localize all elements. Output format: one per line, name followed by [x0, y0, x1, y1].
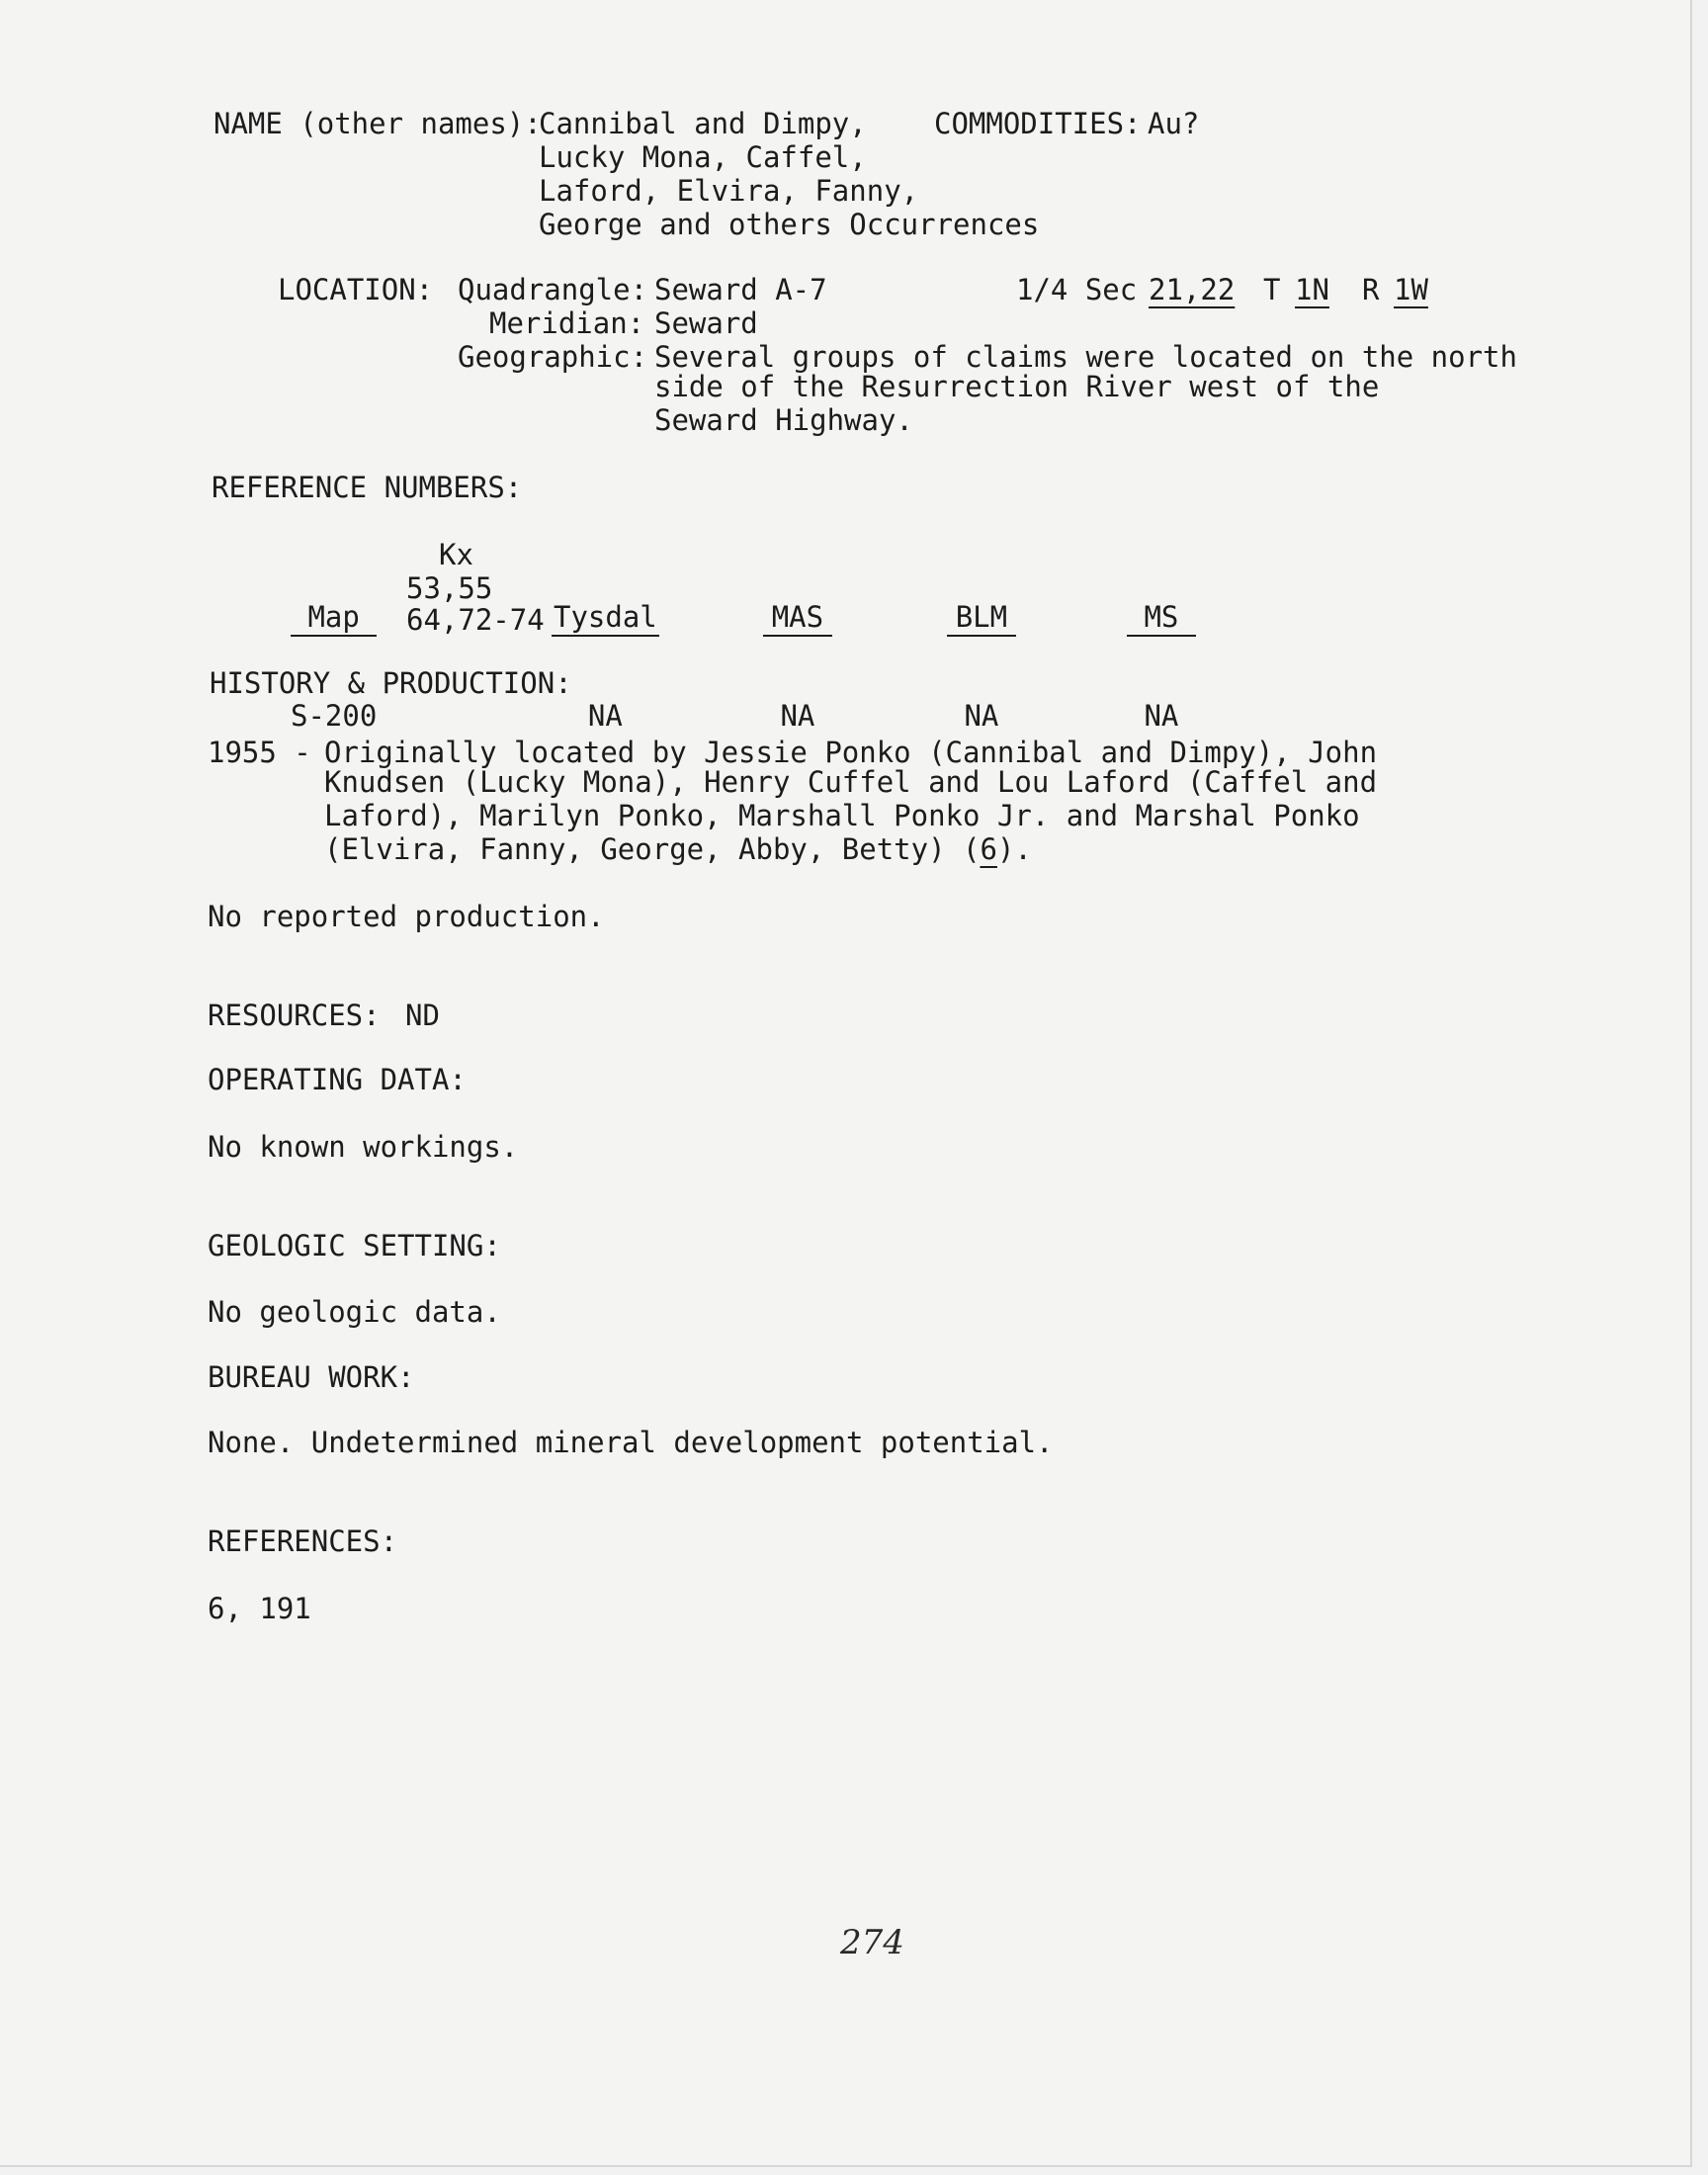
ref-tysdal-header: Tysdal: [552, 601, 659, 637]
name-label: NAME (other names):: [214, 107, 542, 140]
ref-kx-value-1: 53,55: [406, 571, 493, 605]
history-ref-citation: 6: [980, 832, 997, 866]
ref-mas-value: NA: [780, 699, 815, 733]
section-label: 1/4 Sec: [1016, 273, 1138, 306]
history-line-3: Laford), Marilyn Ponko, Marshall Ponko Jr. and Marshal Ponko: [324, 799, 1360, 832]
geologic-setting-label: GEOLOGIC SETTING:: [208, 1229, 501, 1262]
reference-numbers-label: REFERENCE NUMBERS:: [212, 471, 523, 504]
geographic-label: Geographic:: [458, 340, 648, 374]
ref-map-header: Map: [291, 601, 377, 637]
ref-kx-value-2: 64,72-74: [406, 603, 545, 637]
production-text: No reported production.: [208, 900, 605, 933]
ref-ms-header: MS: [1127, 601, 1196, 637]
operating-data-text: No known workings.: [208, 1130, 519, 1164]
history-line-1: Originally located by Jessie Ponko (Cannibal and Dimpy), John: [324, 736, 1378, 769]
geographic-line-2: side of the Resurrection River west of the: [654, 370, 1380, 403]
geographic-line-1: Several groups of claims were located on the north: [654, 340, 1517, 374]
history-line-2: Knudsen (Lucky Mona), Henry Cuffel and Lou Laford (Caffel and: [324, 765, 1378, 799]
ref-blm-header: BLM: [947, 601, 1016, 637]
ref-kx-header: Kx: [439, 538, 473, 571]
range-label: R: [1362, 273, 1380, 306]
references-label: REFERENCES:: [208, 1524, 398, 1558]
references-text: 6, 191: [208, 1592, 311, 1625]
resources-value: ND: [405, 999, 440, 1032]
page-number: 274: [840, 1923, 904, 1962]
location-label: LOCATION:: [278, 273, 434, 306]
name-line-3: Laford, Elvira, Fanny,: [539, 174, 919, 208]
geologic-setting-text: No geologic data.: [208, 1295, 501, 1329]
quadrangle-value: Seward A-7: [654, 273, 827, 306]
meridian-label: Meridian:: [489, 306, 645, 340]
history-label: HISTORY & PRODUCTION:: [210, 666, 572, 700]
township-value: 1N: [1295, 273, 1329, 306]
bureau-work-text: None. Undetermined mineral development potential.: [208, 1426, 1054, 1459]
commodities-label: COMMODITIES:: [934, 107, 1142, 140]
ref-blm-value: NA: [964, 699, 999, 733]
name-line-4: George and others Occurrences: [539, 208, 1040, 241]
bureau-work-label: BUREAU WORK:: [208, 1360, 415, 1394]
geographic-line-3: Seward Highway.: [654, 403, 913, 437]
name-line-1: Cannibal and Dimpy,: [539, 107, 867, 140]
ref-ms-value: NA: [1144, 699, 1179, 733]
quadrangle-label: Quadrangle:: [458, 273, 648, 306]
ref-map-value: S-200: [291, 699, 378, 733]
ref-mas-header: MAS: [763, 601, 832, 637]
name-line-2: Lucky Mona, Caffel,: [539, 140, 867, 174]
ref-tysdal-value: NA: [587, 699, 623, 733]
history-line-4-end: ).: [996, 832, 1032, 866]
resources-label: RESOURCES:: [208, 999, 381, 1032]
history-year: 1955 -: [208, 736, 311, 769]
range-value: 1W: [1394, 273, 1428, 306]
commodities-value: Au?: [1148, 107, 1200, 140]
meridian-value: Seward: [654, 306, 758, 340]
history-line-4-text: (Elvira, Fanny, George, Abby, Betty) (: [324, 832, 981, 866]
operating-data-label: OPERATING DATA:: [208, 1063, 467, 1096]
township-label: T: [1263, 273, 1281, 306]
section-value: 21,22: [1149, 273, 1236, 306]
history-line-4: [324, 832, 1032, 866]
